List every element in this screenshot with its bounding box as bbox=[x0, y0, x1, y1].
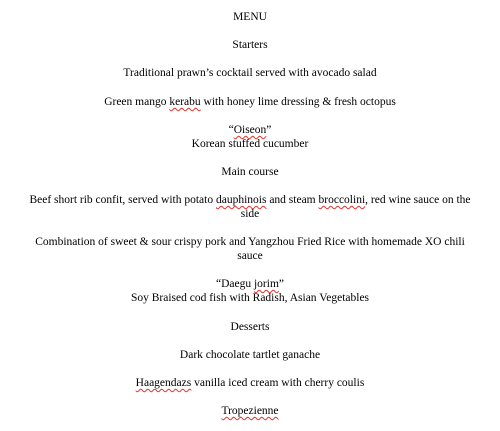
dessert-item-tropezienne bbox=[4, 404, 496, 418]
spellcheck-word: dauphinois bbox=[215, 194, 267, 206]
starter-item-oiseon-description: Korean stuffed cucumber bbox=[191, 138, 309, 150]
text-segment: “Daegu bbox=[215, 278, 254, 290]
main-item-beef-short-rib bbox=[4, 193, 496, 207]
main-item-daegu-jorim-name bbox=[4, 277, 496, 291]
main-item-sweet-sour-pork-continued: sauce bbox=[237, 250, 263, 262]
spellcheck-word: Oiseon bbox=[233, 124, 267, 136]
menu-title: MENU bbox=[233, 11, 267, 23]
dessert-item-chocolate-tartlet: Dark chocolate tartlet ganache bbox=[179, 349, 321, 361]
text-segment: ” bbox=[266, 124, 272, 136]
text-segment: Green mango bbox=[104, 96, 170, 108]
spellcheck-word: jorim bbox=[253, 278, 279, 290]
text-segment: “ bbox=[228, 124, 234, 136]
text-segment: , red wine sauce on the bbox=[365, 194, 471, 206]
spellcheck-word: Tropezienne bbox=[221, 405, 279, 417]
starter-item-oiseon-name bbox=[4, 123, 496, 137]
desserts-heading: Desserts bbox=[230, 321, 270, 333]
starter-item-prawn-cocktail: Traditional prawn’s cocktail served with avocado salad bbox=[123, 67, 377, 79]
text-segment: ” bbox=[278, 278, 285, 290]
text-segment: with honey lime dressing & fresh octopus bbox=[200, 96, 396, 108]
text-segment: vanilla iced cream with cherry coulis bbox=[191, 377, 365, 389]
main-item-daegu-jorim-description: Soy Braised cod fish with Radish, Asian Vegetables bbox=[130, 292, 370, 304]
spellcheck-word: broccolini bbox=[318, 194, 366, 206]
starter-item-green-mango bbox=[4, 95, 496, 109]
spellcheck-word: Haagendazs bbox=[135, 377, 192, 389]
dessert-item-haagendazs bbox=[4, 376, 496, 390]
main-item-sweet-sour-pork: Combination of sweet & sour crispy pork and Yangzhou Fried Rice with homemade XO chili bbox=[35, 236, 465, 248]
starters-heading: Starters bbox=[232, 39, 268, 51]
text-segment: and steam bbox=[266, 194, 319, 206]
main-course-heading: Main course bbox=[221, 166, 279, 178]
text-segment: Beef short rib confit, served with potato bbox=[29, 194, 216, 206]
spellcheck-word: kerabu bbox=[169, 96, 201, 108]
main-item-beef-short-rib-continued: side bbox=[240, 208, 260, 220]
